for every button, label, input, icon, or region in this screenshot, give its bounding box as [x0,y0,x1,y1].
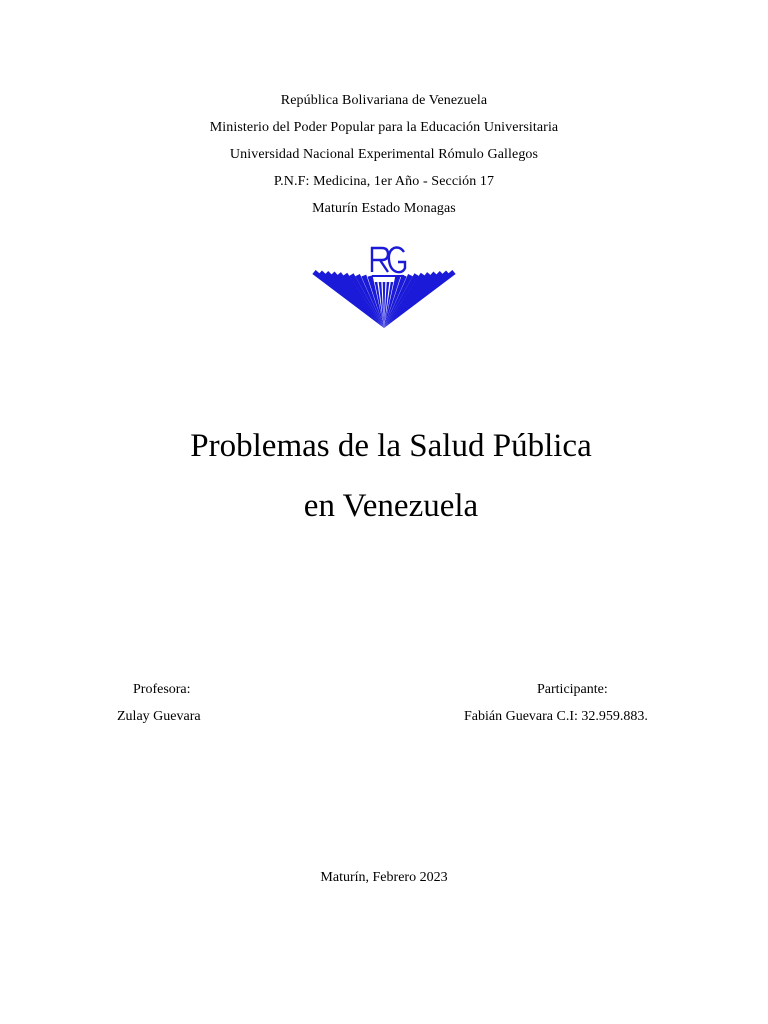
professor-name: Zulay Guevara [117,709,201,724]
title-line-2: en Venezuela [303,488,479,524]
title-line-1: Problemas de la Salud Pública [190,428,592,464]
header-program: P.N.F: Medicina, 1er Año - Sección 17 [273,174,495,189]
header-ministry: Ministerio del Poder Popular para la Educación Universitaria [209,120,559,135]
header-republic: República Bolivariana de Venezuela [280,93,488,108]
header-university: Universidad Nacional Experimental Rómulo Gallegos [229,147,539,162]
university-logo [312,242,456,330]
rg-emblem-icon [312,242,456,330]
professor-label: Profesora: [133,682,191,697]
participant-name: Fabián Guevara C.I: 32.959.883. [464,709,648,724]
place-date: Maturín, Febrero 2023 [320,870,448,885]
header-location: Maturín Estado Monagas [312,201,456,216]
participant-label: Participante: [537,682,608,697]
